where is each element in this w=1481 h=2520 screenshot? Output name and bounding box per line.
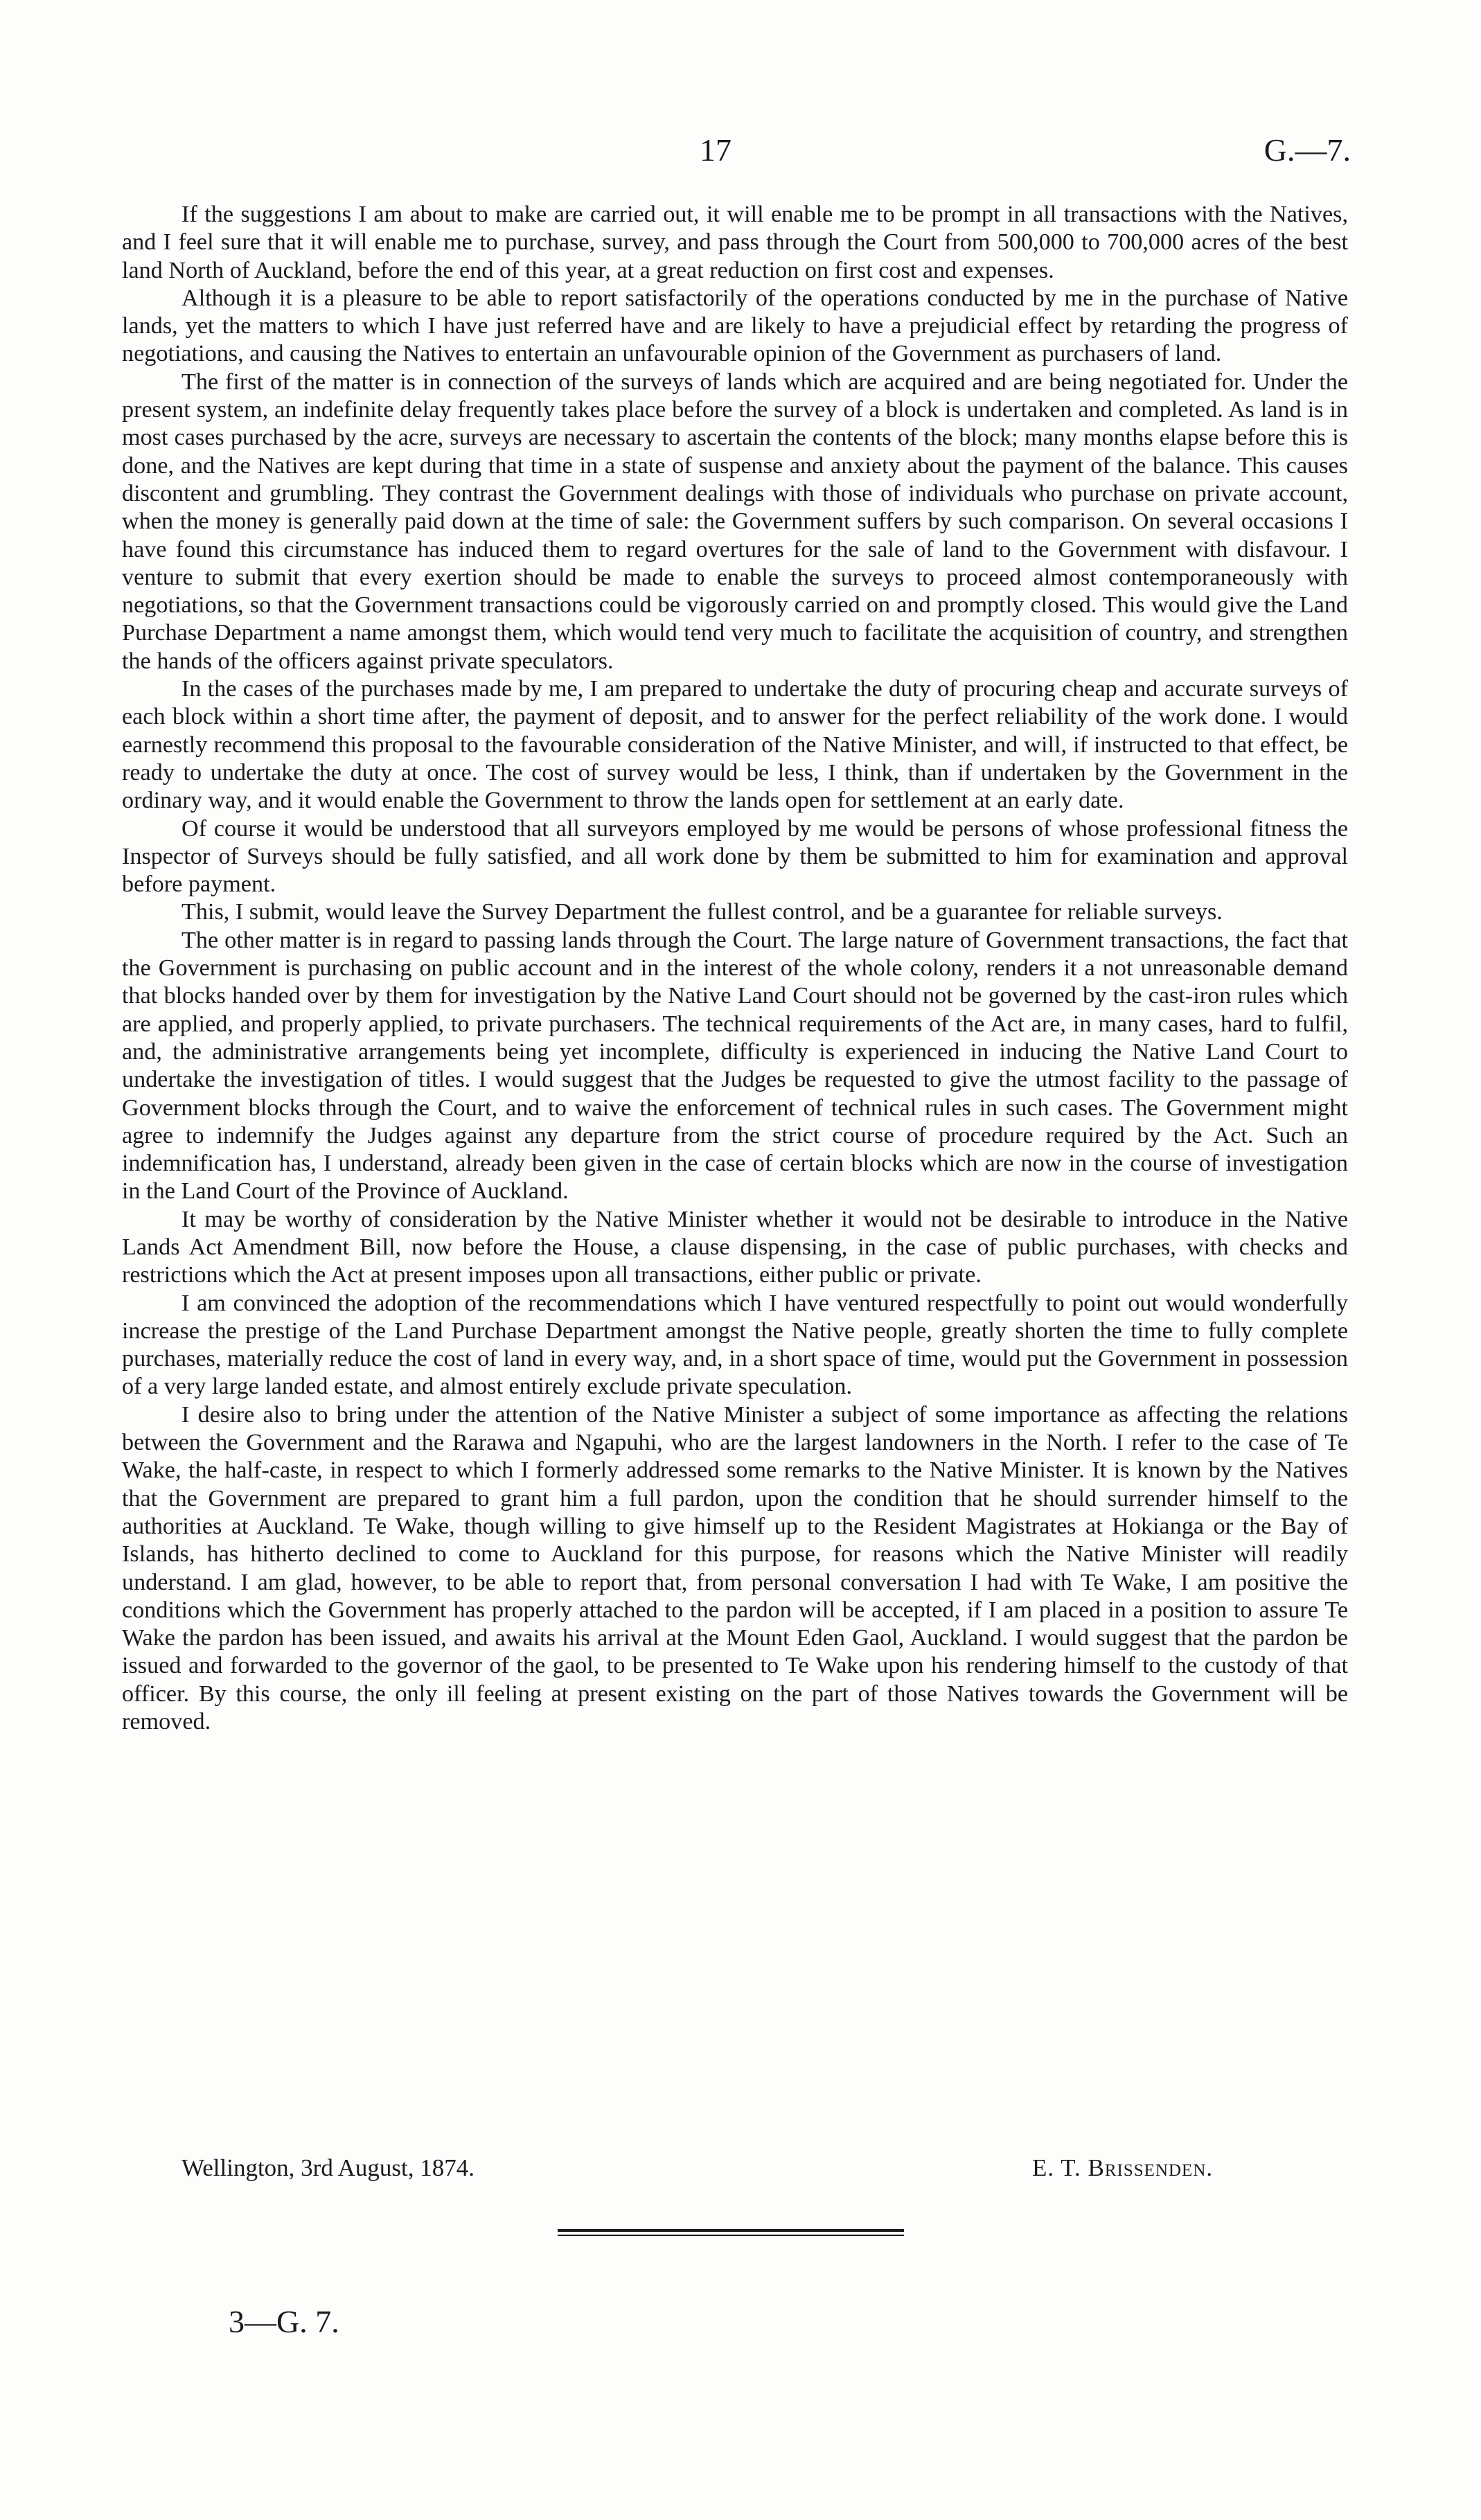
- letter-body: [122, 201, 1348, 1736]
- paragraph-6: This, I submit, would leave the Survey Department the fullest control, and be a guarantee for reliable surveys.: [181, 899, 1223, 925]
- author-signature: E. T. Brissenden.: [1032, 2154, 1214, 2181]
- signoff: [181, 2154, 1290, 2189]
- closing-rule: [558, 2229, 904, 2232]
- paragraph-5: Of course it would be understood that all surveyors employed by me would be persons of whose professional fitness the Inspector of Surveys should be fully satisfied, and all work done by them be submitted to him for examination and approval before payment.: [122, 815, 1348, 898]
- place-and-date: Wellington, 3rd August, 1874.: [181, 2154, 475, 2181]
- paragraph-8: It may be worthy of consideration by the Native Minister whether it would not be desirable to introduce in the Native Lands Act Amendment Bill, now before the House, a clause dispensing, in the case of public purchases, with checks and restrictions which the Act at present imposes upon all transactions, either public or private.: [122, 1206, 1348, 1288]
- paragraph-3: The first of the matter is in connection of the surveys of lands which are acquired and are being negotiated for. Under the present system, an indefinite delay frequently takes place before the survey of a block is undertaken and completed. As land is in most cases purchased by the acre, surveys are necessary to ascertain the contents of the block; many months elapse before this is done, and the Natives are kept during that time in a state of suspense and anxiety about the payment of the balance. This causes discontent and grumbling. They contrast the Government dealings with those of individuals who purchase on private account, when the money is generally paid down at the time of sale: the Government suffers by such comparison. On several occasions I have found this circumstance has induced them to regard overtures for the sale of land to the Government with disfavour. I venture to submit that every exertion should be made to enable the surveys to proceed almost contemporaneously with negotiations, so that the Government transactions could be vigorously carried on and promptly closed. This would give the Land Purchase Department a name amongst them, which would tend very much to facilitate the acquisition of country, and strengthen the hands of the officers against private speculators.: [122, 369, 1348, 674]
- paragraph-9: I am convinced the adoption of the recommendations which I have ventured respectfully to point out would wonderfully increase the prestige of the Land Purchase Department amongst the Native people, greatly shorten the time to fully complete purchases, materially reduce the cost of land in every way, and, in a short space of time, would put the Government in possession of a very large landed estate, and almost entirely exclude private speculation.: [122, 1290, 1348, 1400]
- closing-rule-thin: [558, 2235, 904, 2236]
- page-number: 17: [700, 132, 731, 168]
- page-header: [0, 132, 1481, 180]
- printer-signature-mark: 3—G. 7.: [229, 2304, 339, 2339]
- paragraph-2: Although it is a pleasure to be able to report satisfactorily of the operations conducted by me in the purchase of Native lands, yet the matters to which I have just referred have and are likely to have a prejudicial effect by retarding the progress of negotiations, and causing the Natives to entertain an unfavourable opinion of the Government as purchasers of land.: [122, 285, 1348, 367]
- paragraph-1: If the suggestions I am about to make are carried out, it will enable me to be prompt in all transactions with the Natives, and I feel sure that it will enable me to purchase, survey, and pass through the Court from 500,000 to 700,000 acres of the best land North of Auckland, before the end of this year, at a great reduction on first cost and expenses.: [122, 202, 1348, 283]
- document-reference: G.—7.: [1263, 132, 1351, 168]
- paragraph-10: I desire also to bring under the attention of the Native Minister a subject of some importance as affecting the relations between the Government and the Rarawa and Ngapuhi, who are the largest landowners in the North. I refer to the case of Te Wake, the half-caste, in respect to which I formerly addressed some remarks to the Native Minister. It is known by the Natives that the Government are prepared to grant him a full pardon, upon the condition that he should surrender himself to the authorities at Auckland. Te Wake, though willing to give himself up to the Resident Magistrates at Hokianga or the Bay of Islands, has hitherto declined to come to Auckland for this purpose, for reasons which the Native Minister will readily understand. I am glad, however, to be able to report that, from personal conversation I had with Te Wake, I am positive the conditions which the Government has properly attached to the pardon will be accepted, if I am placed in a position to assure Te Wake the pardon has been issued, and awaits his arrival at the Mount Eden Gaol, Auckland. I would suggest that the pardon be issued and forwarded to the governor of the gaol, to be presented to Te Wake upon his rendering himself to the custody of that officer. By this course, the only ill feeling at present existing on the part of those Natives towards the Government will be removed.: [122, 1401, 1348, 1735]
- paragraph-7: The other matter is in regard to passing lands through the Court. The large nature of Government transactions, the fact that the Government is purchasing on public account and in the interest of the whole colony, renders it a not unreasonable demand that blocks handed over by them for investigation by the Native Land Court should not be governed by the cast-iron rules which are applied, and properly applied, to private purchasers. The technical requirements of the Act are, in many cases, hard to fulfil, and, the administrative arrangements being yet incomplete, difficulty is experienced in inducing the Native Land Court to undertake the investigation of titles. I would suggest that the Judges be requested to give the utmost facility to the passage of Government blocks through the Court, and to waive the enforcement of technical rules in such cases. The Government might agree to indemnify the Judges against any departure from the strict course of procedure required by the Act. Such an indemnification has, I understand, already been given in the case of certain blocks which are now in the course of investigation in the Land Court of the Province of Auckland.: [122, 927, 1348, 1205]
- paragraph-4: In the cases of the purchases made by me, I am prepared to undertake the duty of procuring cheap and accurate surveys of each block within a short time after, the payment of deposit, and to answer for the perfect reliability of the work done. I would earnestly recommend this proposal to the favourable consideration of the Native Minister, and will, if instructed to that effect, be ready to undertake the duty at once. The cost of survey would be less, I think, than if undertaken by the Government in the ordinary way, and it would enable the Government to throw the lands open for settlement at an early date.: [122, 676, 1348, 814]
